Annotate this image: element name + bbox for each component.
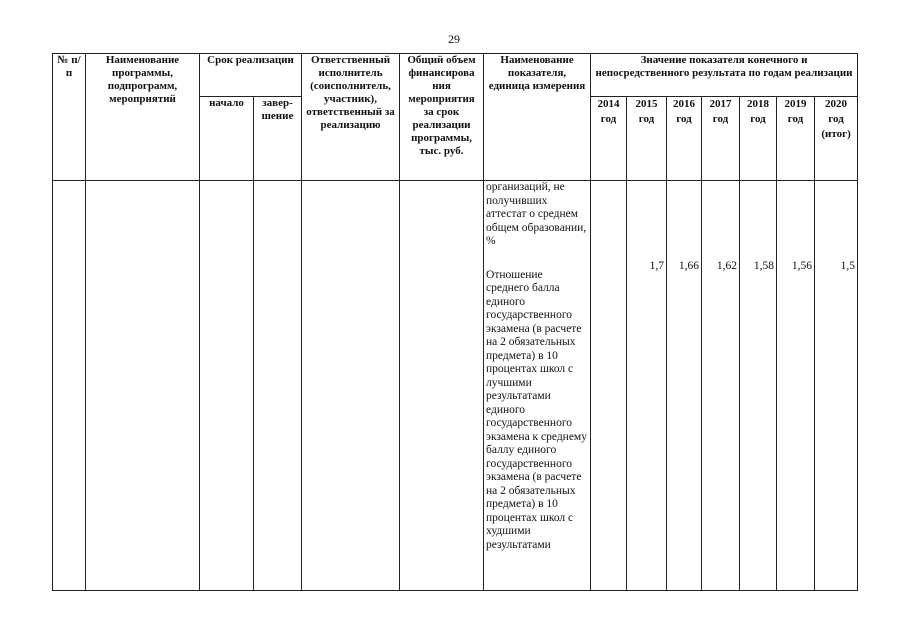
header-year-2016: 2016 год <box>667 97 702 181</box>
program-indicators-table <box>52 53 858 591</box>
indicator-2-text: Отношение среднего балла единого государственного экзамена (в расчете на 2 обязательных предмета) в 10 процентах школ с лучшими результатами единого государственного экзамена к среднему баллу единого государственного экзамена (в расчете на 2 обязательных предмета) в 10 процентах школ с худшими результатами <box>486 268 587 551</box>
cell-term-end <box>254 181 302 591</box>
header-term: Срок реализации <box>200 54 302 97</box>
cell-value-2017 <box>702 181 740 591</box>
cell-value-2014 <box>591 181 627 591</box>
header-year-2015: 2015 год <box>627 97 667 181</box>
header-values: Значение показателя конечного и непосредственного результата по годам реализации <box>591 54 858 97</box>
value-2019: 1,56 <box>791 260 813 272</box>
header-program-name: Наименование программы, подпрограмм, мероприятий <box>86 54 200 181</box>
header-term-end: завер-шение <box>254 97 302 181</box>
header-indicator: Наименование показателя, единица измерения <box>484 54 591 181</box>
cell-funding <box>400 181 484 591</box>
table-row <box>53 181 858 591</box>
value-2018: 1,58 <box>753 260 775 272</box>
header-year-2014: 2014 год <box>591 97 627 181</box>
cell-value-2016 <box>667 181 702 591</box>
cell-number <box>53 181 86 591</box>
header-year-2018: 2018 год <box>740 97 777 181</box>
cell-value-2018 <box>740 181 777 591</box>
header-executor: Ответственный исполнитель (соисполнитель, участник), ответственный за реализацию <box>302 54 400 181</box>
cell-value-2019 <box>777 181 815 591</box>
value-2015: 1,7 <box>649 260 665 272</box>
cell-indicator <box>484 181 591 591</box>
value-2017: 1,62 <box>716 260 738 272</box>
cell-value-2015 <box>627 181 667 591</box>
header-term-start: начало <box>200 97 254 181</box>
header-year-2017: 2017 год <box>702 97 740 181</box>
indicator-1-text: организаций, не получивших аттестат о среднем общем образовании, % <box>486 181 587 247</box>
cell-term-start <box>200 181 254 591</box>
cell-program-name <box>86 181 200 591</box>
cell-executor <box>302 181 400 591</box>
header-year-2019: 2019 год <box>777 97 815 181</box>
value-2020: 1,5 <box>840 260 856 272</box>
header-number: № п/п <box>53 54 86 181</box>
header-year-2020: 2020 год (итог) <box>815 97 858 181</box>
cell-value-2020 <box>815 181 858 591</box>
value-2016: 1,66 <box>678 260 700 272</box>
header-funding: Общий объем финансирова ния мероприятия за срок реализации программы, тыс. руб. <box>400 54 484 181</box>
page-number: 29 <box>448 32 460 46</box>
